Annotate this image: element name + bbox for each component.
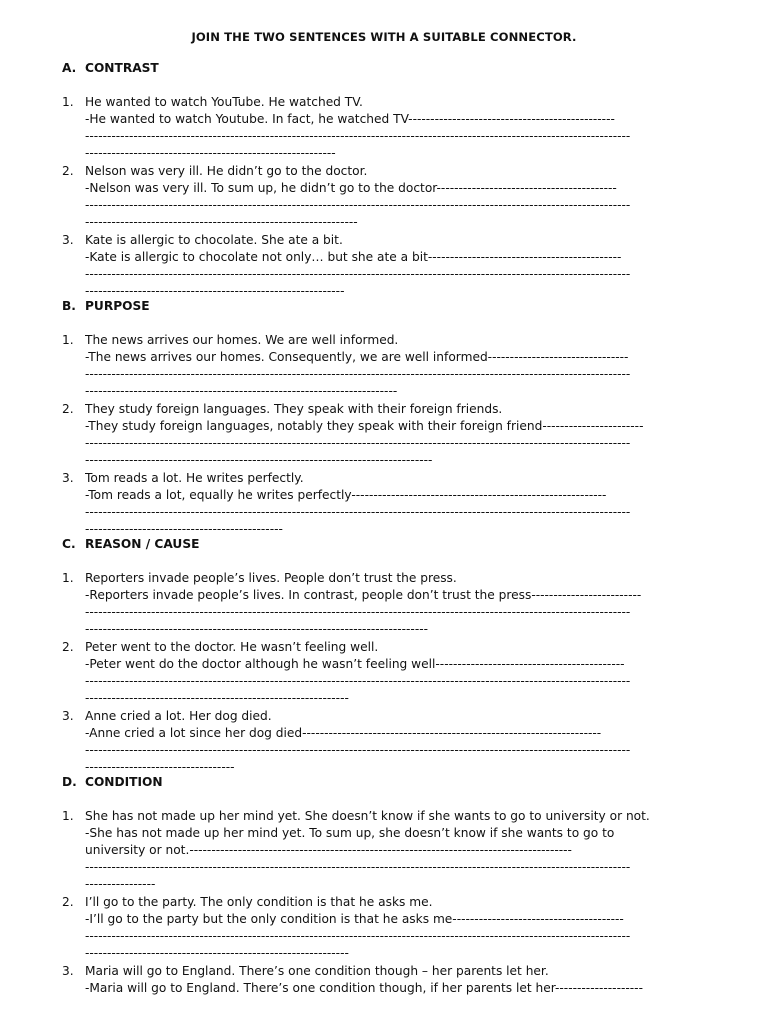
answer-line: ---------------------------------------------------------------------------------------------------------------------------- bbox=[85, 505, 631, 519]
section-purpose bbox=[62, 298, 722, 539]
exercise-item bbox=[62, 332, 722, 400]
exercise-question: Kate is allergic to chocolate. She ate a bit. bbox=[85, 233, 343, 247]
answer-line: ----------------------------------------------------------------------- bbox=[85, 384, 398, 398]
section-contrast bbox=[62, 60, 722, 301]
section-letter: B. bbox=[62, 299, 76, 313]
exercise-question: The news arrives our homes. We are well informed. bbox=[85, 333, 399, 347]
exercise-question: Maria will go to England. There’s one condition though – her parents let her. bbox=[85, 964, 549, 978]
exercise-question: She has not made up her mind yet. She doesn’t know if she wants to go to university or not. bbox=[85, 809, 650, 823]
answer-line: -He wanted to watch Youtube. In fact, he watched TV----------------------------------------------- bbox=[85, 112, 615, 126]
exercise-question: I’ll go to the party. The only condition is that he asks me. bbox=[85, 895, 433, 909]
answer-line: -Anne cried a lot since her dog died-------------------------------------------------------------------- bbox=[85, 726, 602, 740]
answer-line: ---------------------------------------------------------------------------------------------------------------------------- bbox=[85, 674, 631, 688]
exercise-number: 2. bbox=[62, 895, 74, 909]
answer-line: ---------------------------------------------------------------------------------------------------------------------------- bbox=[85, 436, 631, 450]
answer-line: ---------------------------------------------------------------------------------------------------------------------------- bbox=[85, 743, 631, 757]
answer-line: -I’ll go to the party but the only condition is that he asks me--------------------------------------- bbox=[85, 912, 624, 926]
exercise-list bbox=[62, 570, 722, 776]
exercise-question: Peter went to the doctor. He wasn’t feeling well. bbox=[85, 640, 379, 654]
exercise-item bbox=[62, 94, 722, 162]
section-heading bbox=[62, 60, 722, 77]
answer-line: ---------------------------------------------------------------------------------------------------------------------------- bbox=[85, 367, 631, 381]
answer-line: ------------------------------------------------------------ bbox=[85, 946, 349, 960]
exercise-number: 2. bbox=[62, 402, 74, 416]
exercise-question: He wanted to watch YouTube. He watched TV. bbox=[85, 95, 363, 109]
answer-line: university or not.--------------------------------------------------------------------------------------- bbox=[85, 843, 572, 857]
exercise-item bbox=[62, 401, 722, 469]
answer-line: ---------------- bbox=[85, 877, 156, 891]
exercise-item bbox=[62, 894, 722, 962]
exercise-number: 2. bbox=[62, 640, 74, 654]
exercise-list bbox=[62, 332, 722, 538]
section-heading-text: REASON / CAUSE bbox=[85, 537, 200, 551]
answer-line: ------------------------------------------------------------ bbox=[85, 691, 349, 705]
exercise-number: 3. bbox=[62, 709, 74, 723]
answer-line: -She has not made up her mind yet. To sum up, she doesn’t know if she wants to go to bbox=[85, 826, 615, 840]
exercise-item bbox=[62, 570, 722, 638]
answer-line: ---------------------------------------------------------------------------------------------------------------------------- bbox=[85, 198, 631, 212]
answer-line: ---------------------------------------------------------------------------------------------------------------------------- bbox=[85, 267, 631, 281]
section-heading-text: CONDITION bbox=[85, 775, 163, 789]
exercise-item bbox=[62, 232, 722, 300]
exercise-number: 2. bbox=[62, 164, 74, 178]
answer-line: -Tom reads a lot, equally he writes perfectly---------------------------------------------------------- bbox=[85, 488, 607, 502]
answer-line: -They study foreign languages, notably they speak with their foreign friend----------------------- bbox=[85, 419, 644, 433]
exercise-item bbox=[62, 163, 722, 231]
exercise-item bbox=[62, 808, 722, 893]
exercise-item bbox=[62, 963, 722, 997]
answer-line: ----------------------------------------------------------- bbox=[85, 284, 345, 298]
exercise-number: 3. bbox=[62, 233, 74, 247]
answer-line: ---------------------------------------------------------------------------------------------------------------------------- bbox=[85, 129, 631, 143]
exercise-question: Nelson was very ill. He didn’t go to the doctor. bbox=[85, 164, 368, 178]
exercise-question: They study foreign languages. They speak with their foreign friends. bbox=[85, 402, 503, 416]
section-condition bbox=[62, 774, 722, 998]
section-heading bbox=[62, 536, 722, 553]
section-heading-text: CONTRAST bbox=[85, 61, 159, 75]
answer-line: -The news arrives our homes. Consequently, we are well informed-------------------------------- bbox=[85, 350, 629, 364]
answer-line: --------------------------------------------------------- bbox=[85, 146, 336, 160]
answer-line: -Peter went do the doctor although he wasn’t feeling well------------------------------------------- bbox=[85, 657, 625, 671]
section-letter: D. bbox=[62, 775, 77, 789]
exercise-item bbox=[62, 708, 722, 776]
exercise-item bbox=[62, 470, 722, 538]
answer-line: -Nelson was very ill. To sum up, he didn’t go to the doctor----------------------------------------- bbox=[85, 181, 617, 195]
exercise-number: 1. bbox=[62, 95, 74, 109]
answer-line: -------------------------------------------------------------- bbox=[85, 215, 358, 229]
exercise-number: 1. bbox=[62, 333, 74, 347]
exercise-question: Anne cried a lot. Her dog died. bbox=[85, 709, 272, 723]
section-reason-cause bbox=[62, 536, 722, 777]
answer-line: --------------------------------------------- bbox=[85, 522, 283, 536]
answer-line: ---------------------------------- bbox=[85, 760, 235, 774]
answer-line: ---------------------------------------------------------------------------------------------------------------------------- bbox=[85, 860, 631, 874]
exercise-number: 1. bbox=[62, 809, 74, 823]
answer-line: -Maria will go to England. There’s one condition though, if her parents let her-------------------- bbox=[85, 981, 643, 995]
exercise-number: 3. bbox=[62, 964, 74, 978]
exercise-number: 3. bbox=[62, 471, 74, 485]
exercise-list bbox=[62, 94, 722, 300]
section-heading bbox=[62, 298, 722, 315]
section-heading-text: PURPOSE bbox=[85, 299, 150, 313]
answer-line: -Reporters invade people’s lives. In contrast, people don’t trust the press------------------------- bbox=[85, 588, 642, 602]
section-letter: A. bbox=[62, 61, 77, 75]
answer-line: ---------------------------------------------------------------------------------------------------------------------------- bbox=[85, 605, 631, 619]
answer-line: -Kate is allergic to chocolate not only… but she ate a bit-------------------------------------------- bbox=[85, 250, 622, 264]
exercise-question: Reporters invade people’s lives. People don’t trust the press. bbox=[85, 571, 457, 585]
exercise-item bbox=[62, 639, 722, 707]
exercise-number: 1. bbox=[62, 571, 74, 585]
answer-line: ---------------------------------------------------------------------------------------------------------------------------- bbox=[85, 929, 631, 943]
answer-line: ------------------------------------------------------------------------------- bbox=[85, 453, 433, 467]
section-heading bbox=[62, 774, 722, 791]
answer-line: ------------------------------------------------------------------------------ bbox=[85, 622, 429, 636]
exercise-question: Tom reads a lot. He writes perfectly. bbox=[85, 471, 304, 485]
worksheet-title: JOIN THE TWO SENTENCES WITH A SUITABLE CONNECTOR. bbox=[191, 30, 577, 44]
exercise-list bbox=[62, 808, 722, 997]
section-letter: C. bbox=[62, 537, 76, 551]
